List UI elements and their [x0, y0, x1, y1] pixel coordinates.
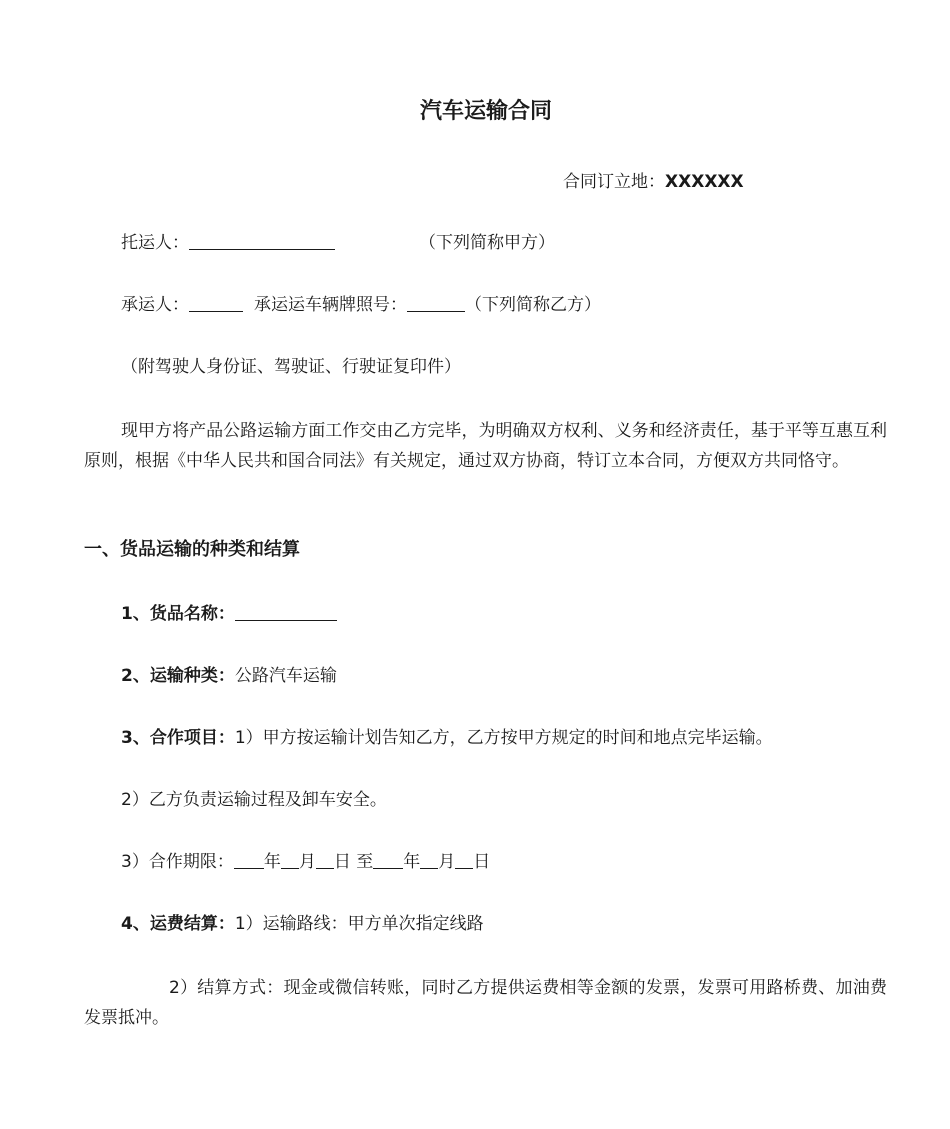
item3-label: 3、合作项目： [121, 728, 235, 748]
start-month-blank[interactable] [281, 850, 299, 869]
to-word: 至 [350, 852, 374, 872]
item2-value: 公路汽车运输 [234, 666, 337, 686]
item4-sub1: 1）运输路线：甲方单次指定线路 [234, 914, 484, 934]
end-day-blank[interactable] [455, 850, 473, 869]
item2-label: 2、运输种类： [121, 666, 235, 686]
item3-line [121, 726, 773, 750]
day-unit: 日 [473, 852, 491, 872]
attachment-note: （附驾驶人身份证、驾驶证、行驶证复印件） [121, 357, 461, 377]
carrier-line [121, 293, 601, 317]
end-month-blank[interactable] [420, 850, 438, 869]
period-prefix: 3）合作期限： [121, 852, 234, 872]
item4-sub2-paragraph: 2）结算方式：现金或微信转账，同时乙方提供运费相等金额的发票，发票可用路桥费、加油费发票抵冲。 [84, 978, 887, 1028]
consignor-label: 托运人： [121, 233, 189, 253]
carrier-note: （下列简称乙方） [465, 295, 601, 315]
consignor-blank[interactable] [189, 231, 335, 250]
year-unit: 年 [403, 852, 421, 872]
contract-place-value: XXXXXX [665, 172, 744, 192]
start-year-blank[interactable] [234, 850, 264, 869]
item3-sub1: 1）甲方按运输计划告知乙方，乙方按甲方规定的时间和地点完毕运输。 [234, 728, 773, 748]
section1-heading: 一、货品运输的种类和结算 [84, 539, 300, 560]
end-year-blank[interactable] [373, 850, 403, 869]
item3-sub3-line [121, 850, 490, 874]
item1-line [121, 602, 337, 626]
preamble-paragraph: 现甲方将产品公路运输方面工作交由乙方完毕，为明确双方权利、义务和经济责任，基于平等互惠互利原则，根据《中华人民共和国合同法》有关规定，通过双方协商，特订立本合同，方便双方共同恪守。 [84, 421, 887, 471]
carrier-blank[interactable] [189, 293, 243, 312]
day-unit: 日 [333, 852, 351, 872]
item3-sub2: 2）乙方负责运输过程及卸车安全。 [121, 790, 387, 810]
year-unit: 年 [263, 852, 281, 872]
plate-label: 承运运车辆牌照号： [254, 295, 407, 315]
carrier-label: 承运人： [121, 295, 189, 315]
month-unit: 月 [298, 852, 316, 872]
consignor-note: （下列简称甲方） [419, 233, 555, 253]
item2-line [121, 664, 337, 688]
page-title: 汽车运输合同 [419, 99, 552, 124]
item1-label: 1、货品名称： [121, 604, 235, 624]
consignor-line [121, 231, 555, 255]
goods-name-blank[interactable] [235, 602, 337, 621]
month-unit: 月 [438, 852, 456, 872]
item4-line [121, 912, 484, 936]
contract-place-label: 合同订立地： [563, 172, 665, 192]
plate-blank[interactable] [407, 293, 465, 312]
contract-place [563, 170, 744, 194]
item4-label: 4、运费结算： [121, 914, 235, 934]
start-day-blank[interactable] [316, 850, 334, 869]
